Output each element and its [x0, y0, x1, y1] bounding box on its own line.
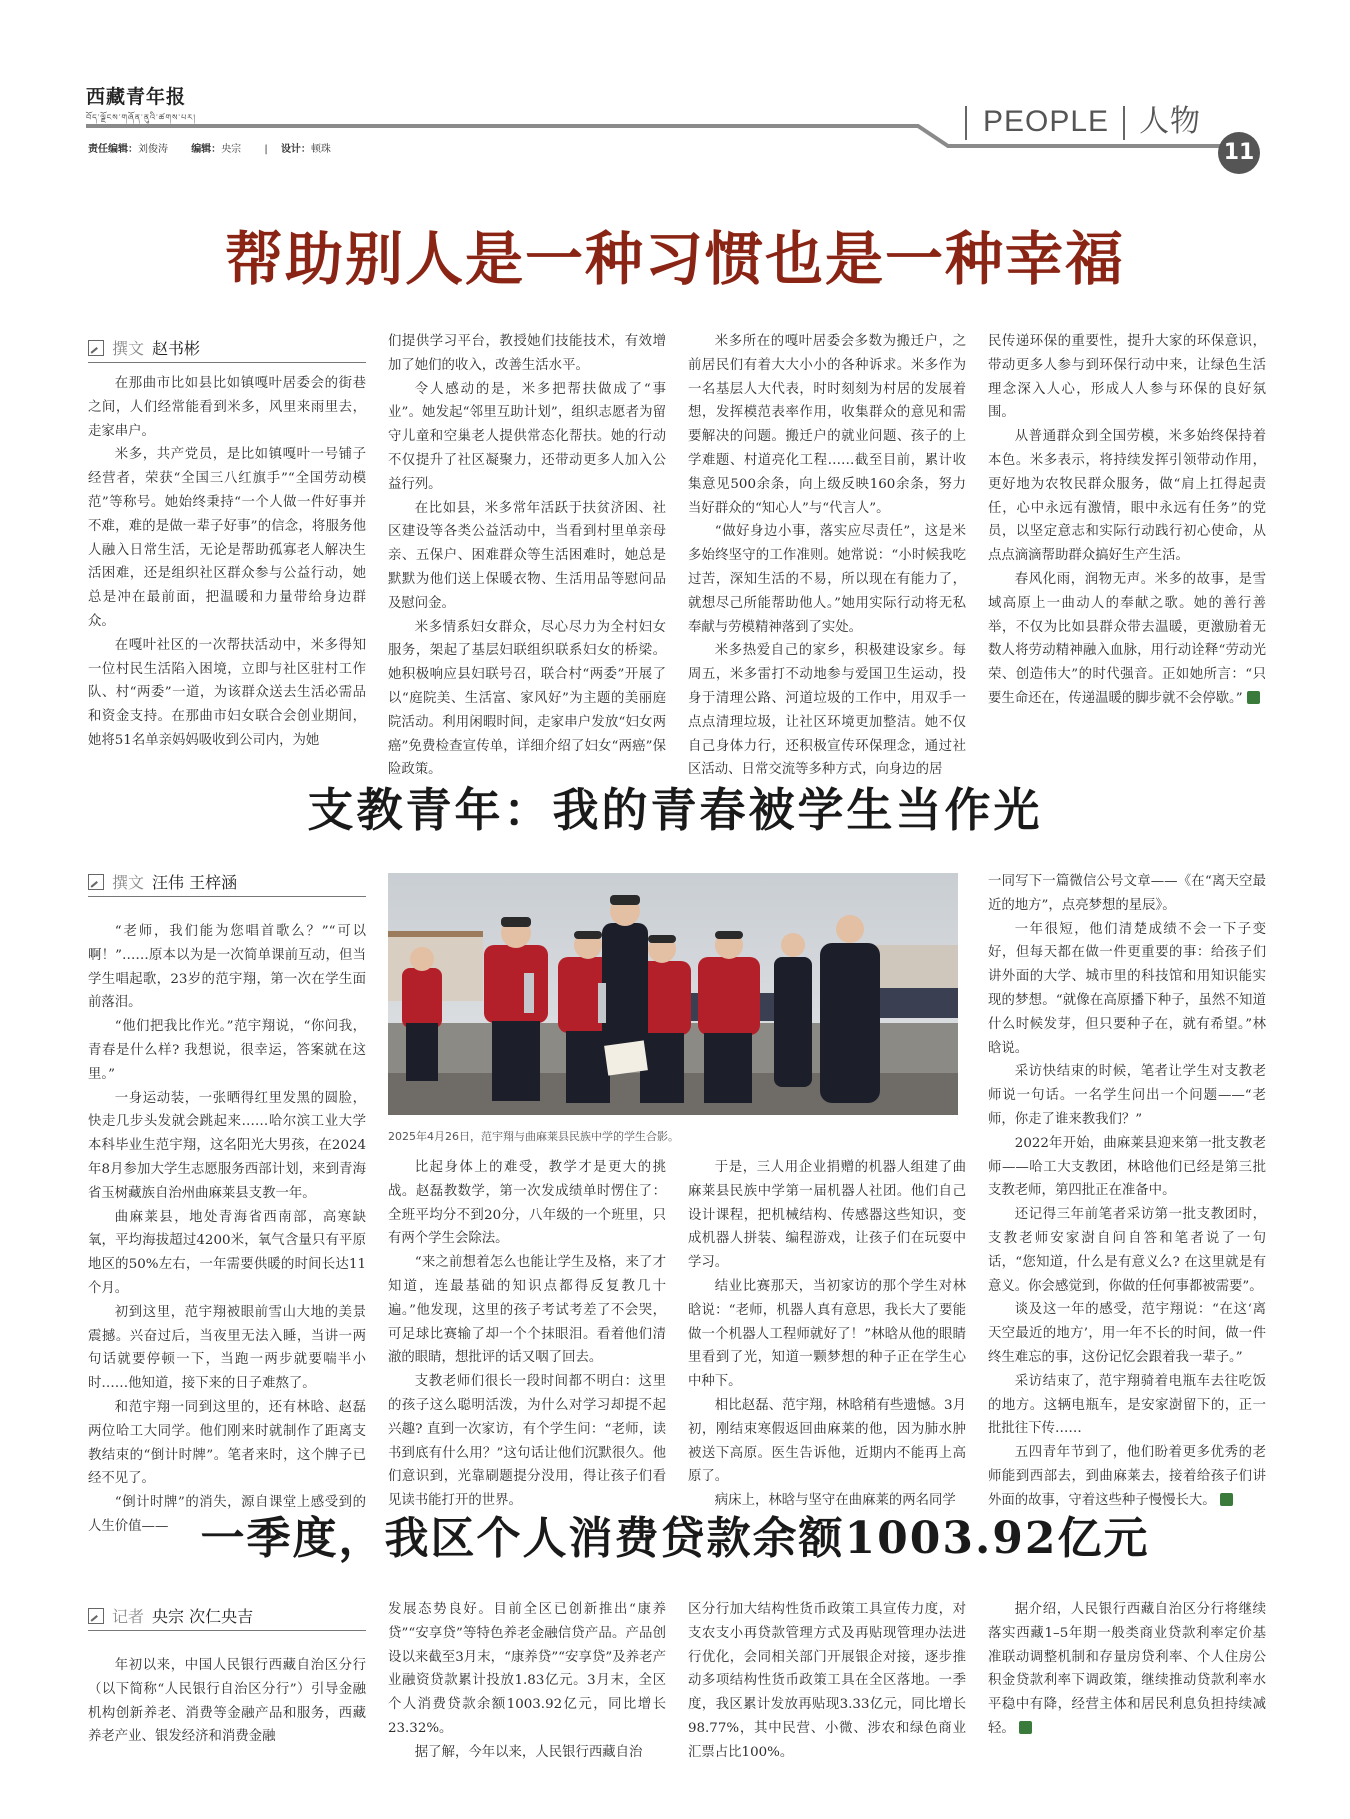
section-en: PEOPLE — [983, 105, 1110, 138]
article3-byline: 记者 央宗 次仁央吉 — [88, 1604, 253, 1627]
byline-rule — [88, 896, 366, 897]
article3-col3: 区分行加大结构性货币政策工具宣传力度，对支农支小再贷款管理方式及再贴现管理办法进行优化，会同相关部门开展银企对接，逐步推动多项结构性货币政策工具在全区落地。一季度，我区累计发放再贴现3.33亿元，同比增长98.77%，其中民营、小微、涉农和绿色商业汇票占比100%。 — [688, 1602, 966, 1760]
article2-byline: 撰文 汪伟 王梓涵 — [88, 870, 237, 893]
pen-icon — [88, 874, 104, 890]
masthead-tibetan: བོད་ལྗོངས་གཞོན་ནུའི་ཚགས་པར། — [86, 113, 196, 122]
article1-col4: 民传递环保的重要性，提升大家的环保意识，带动更多人参与到环保行动中来，让绿色生活理念深入人心，形成人人参与环保的良好氛围。 从普通群众到全国劳模，米多始终保持着本色。米多表示，将持续发挥引领带动作用，更好地为农牧民群众服务，做“肩上扛得起责任，心中永远有激情，眼中永远有任务”的党员，以坚定意志和实际行动践行初心使命，从点点滴滴帮助群众搞好生产生活。 春风化雨，润物无声。米多的故事，是雪域高原上一曲动人的奉献之歌。她的善行善举，不仅为比如县群众带去温暖，更激励着无数人将劳动精神融入血脉，用行动诠释“劳动光荣、创造伟大”的时代强音。正如她所言：“只要生命还在，传递温暖的脚步就不会停歇。” — [988, 334, 1266, 706]
article2-col4: 一同写下一篇微信公号文章——《在“离天空最近的地方”，点亮梦想的星辰》。 一年很短，他们清楚成绩不会一下子变好，但每天都在做一件更重要的事：给孩子们讲外面的大学、城市里的科技馆和用知识能实现的梦想。“就像在高原播下种子，虽然不知道什么时候发芽，但只要种子在，就有希望。”林晗说。 采访快结束的时候，笔者让学生对支教老师说一句话。一名学生问出一个问题——“老师，你走了谁来教我们？” 2022年开始，曲麻莱县迎来第一批支教老师——哈工大支教团，林晗他们已经是第三批支教老师，第四批正在准备中。 还记得三年前笔者采访第一批支教团时，支教老师安家澍自问自答和笔者说了一句话，“您知道，什么是有意义么? 在这里就是有意义。你会感觉到，你做的任何事都被需要”。 谈及这一年的感受，范宇翔说：“在这‘离天空最近的地方’，用一年不长的时间，做一件终生难忘的事，这份记忆会跟着我一辈子。” 采访结束了，范宇翔骑着电瓶车去往吃饭的地方。这辆电瓶车，是安家澍留下的，正一批批往下传…… 五四青年节到了，他们盼着更多优秀的老师能到西部去，到曲麻莱去，接着给孩子们讲外面的故事，守着这些种子慢慢长大。 — [988, 874, 1266, 1508]
article3-col1: 年初以来，中国人民银行西藏自治区分行（以下简称“人民银行自治区分行”）引导金融机构创新养老、消费等金融产品和服务，西藏养老产业、银发经济和消费金融 — [88, 1658, 366, 1745]
article2-author: 汪伟 王梓涵 — [152, 873, 238, 892]
article1-author: 赵书彬 — [152, 339, 201, 358]
article3-col2: 发展态势良好。目前全区已创新推出“康养贷”“安享贷”等特色养老金融信贷产品。产品创设以来截至3月末，“康养贷”“安享贷”及养老产业融资贷款累计投放1.83亿元。3月末，全区个人消费贷款余额1003.92亿元，同比增长23.32%。 据了解，今年以来，人民银行西藏自治 — [388, 1602, 666, 1760]
article1-col3: 米多所在的嘎叶居委会多数为搬迁户，之前居民们有着大大小小的各种诉求。米多作为一名基层人大代表，时时刻刻为村居的发展着想，发挥模范表率作用，收集群众的意见和需要解决的问题。搬迁户的就业问题、孩子的上学难题、村道亮化工程……截至目前，累计收集意见500余条，向上级反映160余条，努力当好群众的“知心人”与“代言人”。 “做好身边小事，落实应尽责任”，这是米多始终坚守的工作准则。她常说：“小时候我吃过苦，深知生活的不易，所以现在有能力了，就想尽己所能帮助他人。”她用实际行动将无私奉献与劳模精神落到了实处。 米多热爱自己的家乡，积极建设家乡。每周五，米多雷打不动地参与爱国卫生运动，投身于清理公路、河道垃圾的工作中，用双手一点点清理垃圾，让社区环境更加整洁。她不仅自己身体力行，还积极宣传环保理念，通过社区活动、日常交流等多种方式，向身边的居 — [688, 334, 966, 778]
article1-col2: 们提供学习平台，教授她们技能技术，有效增加了她们的收入，改善生活水平。 令人感动的是，米多把帮扶做成了“事业”。她发起“邻里互助计划”，组织志愿者为留守儿童和空巢老人提供常态化帮扶。她的行动不仅提升了社区凝聚力，还带动更多人加入公益行列。 在比如县，米多常年活跃于扶贫济困、社区建设等各类公益活动中，当看到村里单亲母亲、五保户、困难群众等生活困难时，她总是默默为他们送上保暖衣物、生活用品等慰问品及慰问金。 米多情系妇女群众，尽心尽力为全村妇女服务，架起了基层妇联组织联系妇女的桥梁。她积极响应县妇联号召，联合村“两委”开展了以“庭院美、生活富、家风好”为主题的美丽庭院活动。利用闲暇时间，走家串户发放“妇女两癌”免费检查宣传单，详细介绍了妇女“两癌”保险政策。 — [388, 334, 666, 778]
article3-author: 央宗 次仁央吉 — [152, 1607, 254, 1626]
byline-rule — [88, 362, 366, 363]
article2-col2: 比起身体上的难受，教学才是更大的挑战。赵磊教数学，第一次发成绩单时愣住了：全班平均分不到20分，八年级的一个班里，只有两个学生会除法。 “来之前想着怎么也能让学生及格，来了才知道，连最基础的知识点都得反复教几十遍。”他发现，这里的孩子考试考差了不会哭，可足球比赛输了却一个个抹眼泪。看着他们清澈的眼睛，想批评的话又咽了回去。 支教老师们很长一段时间都不明白：这里的孩子这么聪明活泼，为什么对学习却提不起兴趣? 直到一次家访，有个学生问：“老师，读书到底有什么用？”这句话让他们沉默很久。他们意识到，光靠刷题提分没用，得让孩子们看见读书能打开的世界。 — [388, 1160, 666, 1509]
article3-col4: 据介绍，人民银行西藏自治区分行将继续落实西藏1–5年期一般类商业贷款利率定价基准联动调整机制和存量房贷利率、个人住房公积金贷款利率下调政策，继续推动贷款利率水平稳中有降，经营主体和居民利息负担持续减轻。 — [988, 1602, 1266, 1736]
end-mark-icon — [1247, 691, 1260, 704]
article2-col3: 于是，三人用企业捐赠的机器人组建了曲麻莱县民族中学第一届机器人社团。他们自己设计课程，把机械结构、传感器这些知识，变成机器人拼装、编程游戏，让孩子们在玩耍中学习。 结业比赛那天，当初家访的那个学生对林晗说：“老师，机器人真有意思，我长大了要能做一个机器人工程师就好了！”林晗从他的眼睛里看到了光，知道一颗梦想的种子正在学生心中种下。 相比赵磊、范宇翔，林晗稍有些遗憾。3月初，刚结束寒假返回曲麻莱的他，因为肺水肿被送下高原。医生告诉他，近期内不能再上高原了。 病床上，林晗与坚守在曲麻莱的两名同学 — [688, 1160, 966, 1509]
article2-title: 支教青年：我的青春被学生当作光 — [307, 783, 1043, 837]
pen-icon — [88, 1608, 104, 1624]
article1-col1: 在那曲市比如县比如镇嘎叶居委会的街巷之间，人们经常能看到米多，风里来雨里去，走家串户。 米多，共产党员，是比如镇嘎叶一号铺子经营者，荣获“全国三八红旗手”“全国劳动模范”等称号。她始终秉持“一个人做一件好事并不难，难的是做一辈子好事”的信念，将服务他人融入日常生活，无论是帮助孤寡老人解决生活困难，还是组织社区群众参与公益行动，她总是冲在最前面，把温暖和力量带给身边群众。 在嘎叶社区的一次帮扶活动中，米多得知一位村民生活陷入困境，立即与社区驻村工作队、村“两委”一道，为该群众送去生活必需品和资金支持。在那曲市妇女联合会创业期间，她将51名单亲妈妈吸收到公司内，为她 — [88, 376, 366, 748]
group-photo — [388, 873, 958, 1115]
section-cn: 人物 — [1139, 105, 1202, 138]
section-label — [965, 96, 1201, 140]
masthead: 西藏青年报 — [86, 86, 187, 108]
article1-byline: 撰文 赵书彬 — [88, 336, 200, 359]
article3-title: 一季度，我区个人消费贷款余额1003.92亿元 — [200, 1513, 1150, 1564]
page-number: 11 — [1218, 132, 1260, 174]
byline-rule — [88, 1630, 366, 1631]
end-mark-icon — [1019, 1721, 1032, 1734]
article1-title: 帮助别人是一种习惯也是一种幸福 — [224, 225, 1125, 293]
pen-icon — [88, 340, 104, 356]
editor-credits: 责任编辑：刘俊涛 编辑：央宗 | 设计：顿珠 — [88, 144, 331, 155]
photo-caption: 2025年4月26日，范宇翔与曲麻莱县民族中学的学生合影。 — [388, 1130, 679, 1143]
article2-col1: “老师，我们能为您唱首歌么？”“可以啊！”……原本以为是一次简单课前互动，但当学生唱起歌，23岁的范宇翔，第一次在学生面前落泪。 “他们把我比作光。”范宇翔说，“你问我，青春是什么样? 我想说，很幸运，答案就在这里。” 一身运动装，一张晒得红里发黑的圆脸，快走几步头发就会跳起来……哈尔滨工业大学本科毕业生范宇翔，这名阳光大男孩，在2024年8月参加大学生志愿服务西部计划，来到青海省玉树藏族自治州曲麻莱县支教一年。 曲麻莱县，地处青海省西南部，高寒缺氧，平均海拔超过4200米，氧气含量只有平原地区的50%左右，一年需要供暖的时间长达11个月。 初到这里，范宇翔被眼前雪山大地的美景震撼。兴奋过后，当夜里无法入睡，当讲一两句话就要停顿一下，当跑一两步就要喘半小时……他知道，接下来的日子难熬了。 和范宇翔一同到这里的，还有林晗、赵磊两位哈工大同学。他们刚来时就制作了距离支教结束的“倒计时牌”。笔者来时，这个牌子已经不见了。 “倒计时牌”的消失，源自课堂上感受到的人生价值—— — [88, 924, 366, 1534]
